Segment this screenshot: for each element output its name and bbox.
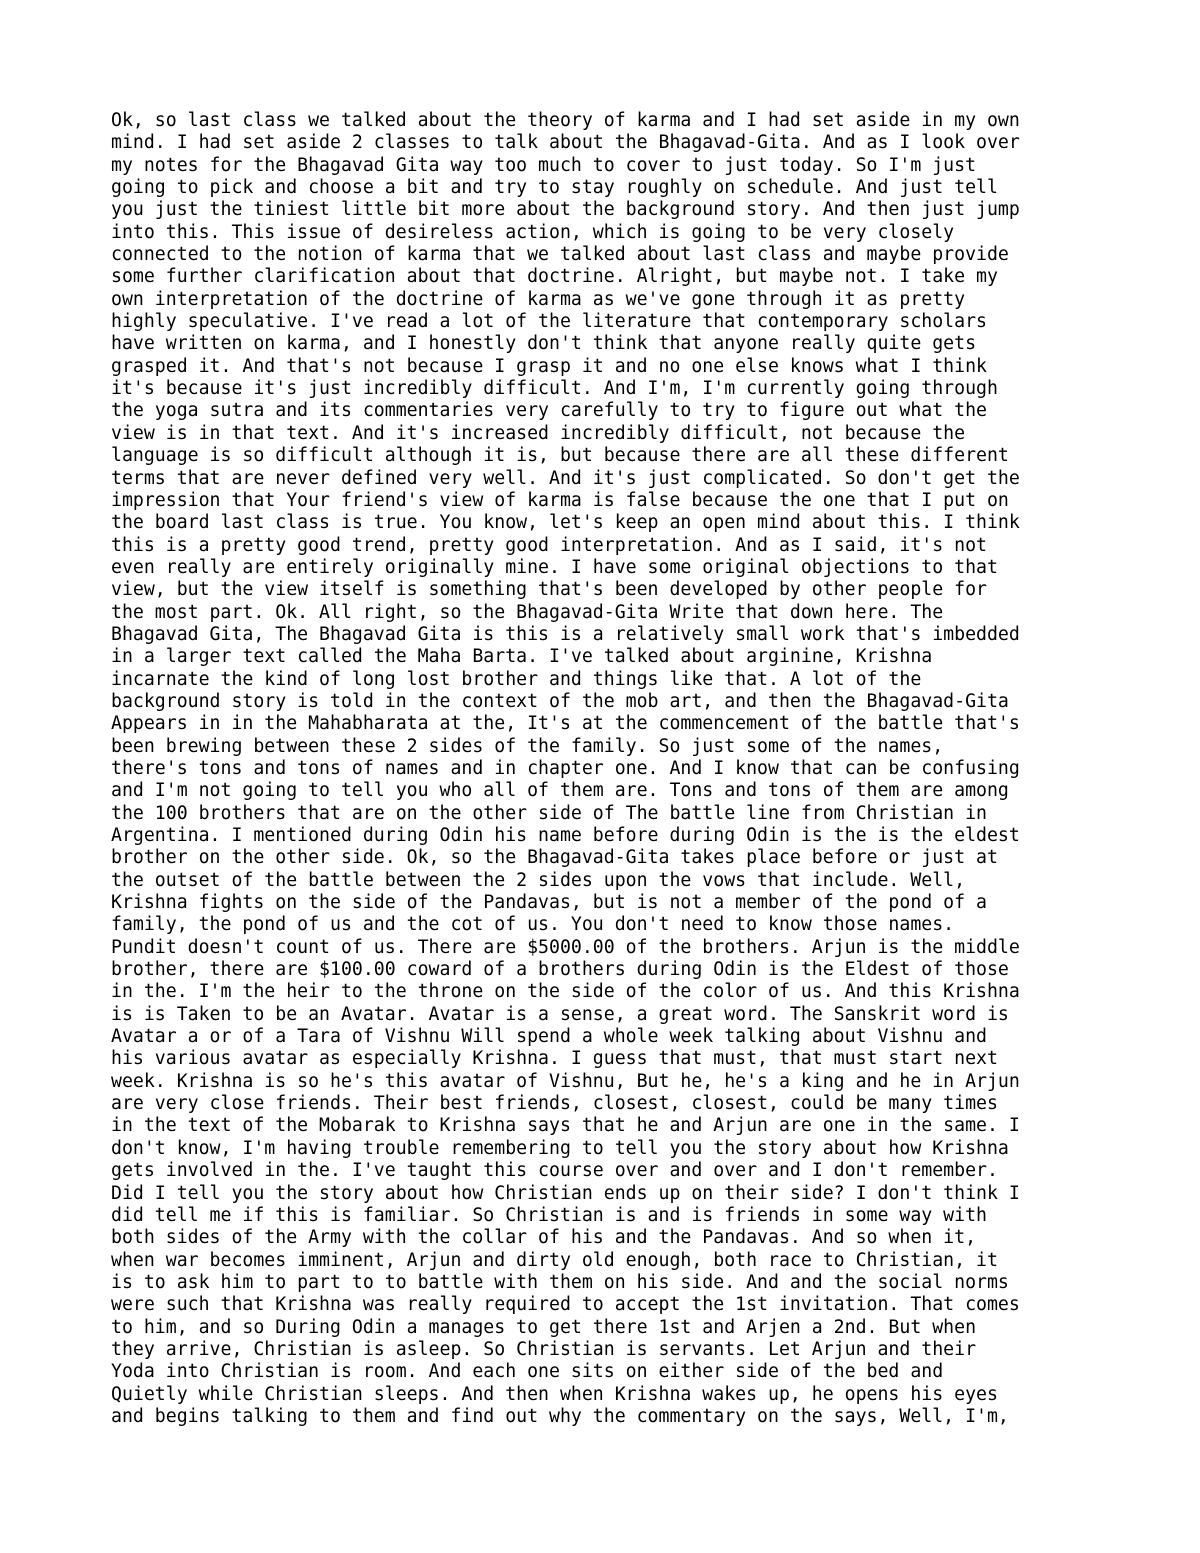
text-line: my notes for the Bhagavad Gita way too much to cover to just today. So I'm just bbox=[111, 154, 977, 176]
text-line: Ok, so last class we talked about the theory of karma and I had set aside in my own bbox=[111, 110, 1020, 131]
text-line: in the text of the Mobarak to Krishna says that he and Arjun are one in the same. I bbox=[111, 1115, 1020, 1137]
text-line: are very close friends. Their best friends, closest, closest, could be many times bbox=[111, 1093, 998, 1115]
text-line: family, the pond of us and the cot of us. You don't need to know those names. bbox=[111, 914, 955, 936]
text-line: have written on karma, and I honestly don't think that anyone really quite gets bbox=[111, 333, 977, 355]
text-line: this is a pretty good trend, pretty good interpretation. And as I said, it's not bbox=[111, 534, 987, 556]
text-line: don't know, I'm having trouble remembering to tell you the story about how Krishna bbox=[111, 1137, 1009, 1159]
text-line: the board last class is true. You know, let's keep an open mind about this. I think bbox=[111, 512, 1020, 534]
text-line: gets involved in the. I've taught this course over and over and I don't remember. bbox=[111, 1160, 998, 1182]
text-line: view, but the view itself is something that's been developed by other people for bbox=[111, 579, 987, 601]
text-line: connected to the notion of karma that we talked about last class and maybe provide bbox=[111, 244, 1009, 266]
transcript-text bbox=[111, 110, 1101, 1428]
text-line: brother, there are $100.00 coward of a brothers during Odin is the Eldest of those bbox=[111, 959, 1009, 981]
text-line: Yoda into Christian is room. And each one sits on either side of the bed and bbox=[111, 1361, 944, 1383]
text-line: you just the tiniest little bit more about the background story. And then just jump bbox=[111, 199, 1020, 221]
text-line: Bhagavad Gita, The Bhagavad Gita is this is a relatively small work that's imbedded bbox=[111, 623, 1020, 645]
text-line: Appears in in the Mahabharata at the, It's at the commencement of the battle that's bbox=[111, 713, 1020, 735]
text-line: in the. I'm the heir to the throne on the side of the color of us. And this Krishna bbox=[111, 981, 1020, 1003]
text-line: into this. This issue of desireless action, which is going to be very closely bbox=[111, 221, 955, 243]
text-line: and I'm not going to tell you who all of them are. Tons and tons of them are among bbox=[111, 780, 1009, 802]
text-line: there's tons and tons of names and in chapter one. And I know that can be confusing bbox=[111, 757, 1020, 779]
text-line: did tell me if this is familiar. So Christian is and is friends in some way with bbox=[111, 1204, 987, 1226]
text-line: Did I tell you the story about how Christian ends up on their side? I don't think I bbox=[111, 1182, 1020, 1204]
text-line: grasped it. And that's not because I grasp it and no one else knows what I think bbox=[111, 355, 987, 377]
text-line: mind. I had set aside 2 classes to talk about the Bhagavad-Gita. And as I look over bbox=[111, 132, 1020, 154]
text-line: view is in that text. And it's increased incredibly difficult, not because the bbox=[111, 422, 966, 444]
text-line: his various avatar as especially Krishna. I guess that must, that must start next bbox=[111, 1048, 998, 1070]
text-line: both sides of the Army with the collar of his and the Pandavas. And so when it, bbox=[111, 1227, 977, 1249]
text-line: the outset of the battle between the 2 sides upon the vows that include. Well, bbox=[111, 869, 966, 891]
text-line: the most part. Ok. All right, so the Bhagavad-Gita Write that down here. The bbox=[111, 601, 944, 623]
text-line: the yoga sutra and its commentaries very carefully to try to figure out what the bbox=[111, 400, 987, 422]
text-line: Argentina. I mentioned during Odin his name before during Odin is the is the eldest bbox=[111, 825, 1020, 846]
text-line: background story is told in the context of the mob art, and then the Bhagavad-Gita bbox=[111, 690, 1009, 712]
text-line: and begins talking to them and find out why the commentary on the says, Well, I'm, bbox=[111, 1405, 1009, 1427]
text-line: is to ask him to part to to battle with them on his side. And and the social norms bbox=[111, 1271, 1009, 1293]
text-line: some further clarification about that doctrine. Alright, but maybe not. I take my bbox=[111, 266, 998, 288]
text-line: been brewing between these 2 sides of the family. So just some of the names, bbox=[111, 735, 944, 757]
text-line: were such that Krishna was really required to accept the 1st invitation. That comes bbox=[111, 1294, 1020, 1316]
text-line: in a larger text called the Maha Barta. I've talked about arginine, Krishna bbox=[111, 646, 933, 668]
text-line: incarnate the kind of long lost brother and things like that. A lot of the bbox=[111, 668, 922, 690]
text-line: language is so difficult although it is, but because there are all these different bbox=[111, 445, 1009, 467]
text-line: it's because it's just incredibly difficult. And I'm, I'm currently going through bbox=[111, 378, 998, 400]
text-line: to him, and so During Odin a manages to get there 1st and Arjen a 2nd. But when bbox=[111, 1316, 977, 1338]
text-line: even really are entirely originally mine. I have some original objections to that bbox=[111, 556, 998, 578]
text-line: they arrive, Christian is asleep. So Christian is servants. Let Arjun and their bbox=[111, 1338, 977, 1360]
text-line: Quietly while Christian sleeps. And then when Krishna wakes up, he opens his eyes bbox=[111, 1383, 998, 1405]
text-line: week. Krishna is so he's this avatar of Vishnu, But he, he's a king and he in Arjun bbox=[111, 1070, 1020, 1092]
text-line: impression that Your friend's view of karma is false because the one that I put on bbox=[111, 489, 1009, 511]
text-line: Avatar a or of a Tara of Vishnu Will spend a whole week talking about Vishnu and bbox=[111, 1026, 987, 1048]
text-line: when war becomes imminent, Arjun and dirty old enough, both race to Christian, it bbox=[111, 1249, 998, 1271]
text-line: going to pick and choose a bit and try to stay roughly on schedule. And just tell bbox=[111, 177, 998, 199]
text-line: brother on the other side. Ok, so the Bhagavad-Gita takes place before or just at bbox=[111, 847, 998, 869]
text-line: own interpretation of the doctrine of karma as we've gone through it as pretty bbox=[111, 288, 966, 310]
text-line: terms that are never defined very well. And it's just complicated. So don't get the bbox=[111, 467, 1020, 489]
text-line: the 100 brothers that are on the other side of The battle line from Christian in bbox=[111, 802, 987, 824]
text-line: highly speculative. I've read a lot of the literature that contemporary scholars bbox=[111, 311, 987, 333]
text-line: is is Taken to be an Avatar. Avatar is a sense, a great word. The Sanskrit word is bbox=[111, 1003, 1009, 1025]
text-line: Krishna fights on the side of the Pandavas, but is not a member of the pond of a bbox=[111, 892, 987, 914]
text-line: Pundit doesn't count of us. There are $5000.00 of the brothers. Arjun is the middle bbox=[111, 936, 1020, 958]
